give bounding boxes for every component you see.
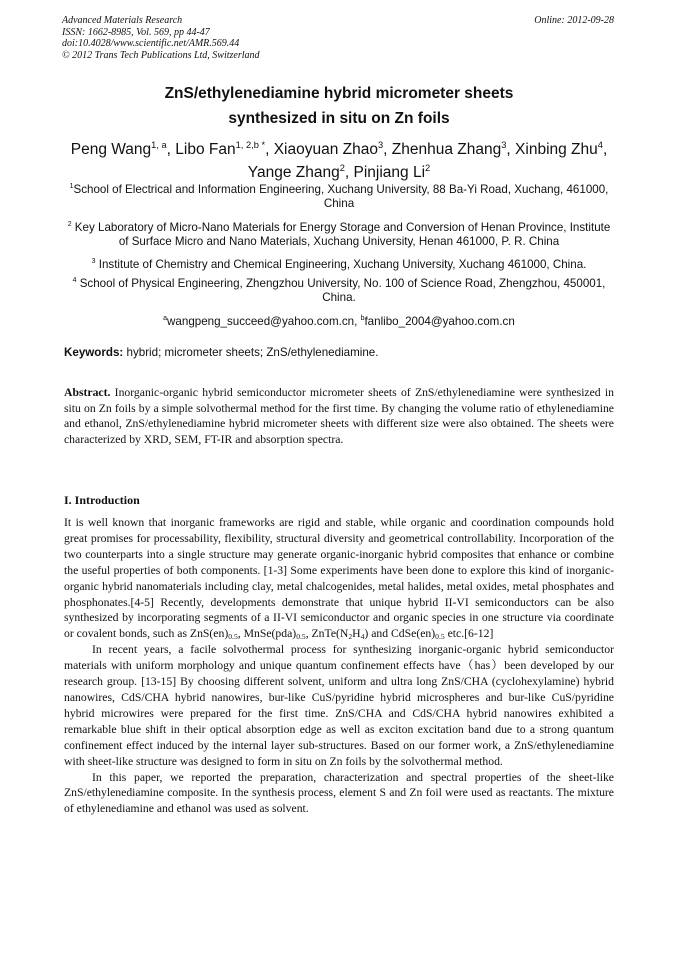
author-separator: , — [344, 164, 354, 182]
subscript: 4 — [360, 632, 365, 642]
email-b: fanlibo_2004@yahoo.com.cn — [364, 314, 515, 328]
author-affil-marker: 4 — [597, 140, 603, 150]
author-affil-marker: 2 — [425, 163, 431, 174]
paragraph: In recent years, a facile solvothermal process for synthesizing inorganic-organic hybrid semiconductor materials with uniform morphology and unique quantum confinement effects have（has）been developed by our research group. [13-15] By choosing different solvent, uniform and ultra long ZnS/CHA (cyclohexylamine) hybrid nanowires, CdS/CHA hybrid nanowires, bur-like CuS/pyridine hybrid microspheres and bur-like CuS/pyridine hybrid microwires were prepared for the first time. ZnS/CHA and CdS/CHA hybrid nanowires exhibited a remarkable blue shift in their optical absorption edge as well as exciton excitation band due to a strong quantum confinement effect induced by the internal layer sub-structures. Based on our former work, a ZnS/ethylenediamine with sheet-like structure was designed to form in situ on Zn foils by the solvothermal method. — [64, 643, 614, 768]
paragraph-text: , ZnTe(N — [305, 627, 349, 641]
affiliation-1 — [64, 180, 614, 212]
paragraph-text: H — [352, 627, 361, 641]
paragraph-text: ) and CdSe(en) — [364, 627, 436, 641]
copyright-line: © 2012 Trans Tech Publications Ltd, Switzerland — [62, 49, 260, 61]
affiliation-text: Key Laboratory of Micro-Nano Materials for Energy Storage and Conversion of Henan Province, Institute of Surface Micro and Nano Materials, Xuchang University, Henan 461000, P. R. China — [74, 220, 611, 249]
online-date: Online: 2012-09-28 — [534, 15, 614, 26]
author-list — [50, 136, 628, 182]
subscript: 0.5 — [296, 632, 306, 642]
author-name: Zhenhua Zhang — [391, 141, 502, 159]
keywords — [64, 346, 614, 361]
issn-line: ISSN: 1662-8985, Vol. 569, pp 44-47 — [62, 26, 210, 38]
paragraph-text: It is well known that inorganic frameworks are rigid and stable, while organic and coordination compounds hold great promises for processability, flexibility, structural diversity and geometrical controllability. Incorporation of the two counterparts into a single structure may generate organic-inorganic hybrid composites that enhance or combine the useful properties of both components. [1-3] Some experiments have been done to explore this kind of inorganic-organic hybrid nanomaterials including clay, metal chalcogenides, metal halides, metal oxides, metal phosphates and phosphonates.[4-5] Recently, developments demonstrate that unique hybrid II-VI semiconductors can be also synthesized by incorporating segments of a II-VI semiconductor and organic species in one structure via coordinate or covalent bonds, such as ZnS(en) — [64, 516, 614, 641]
author-separator: , — [602, 141, 608, 159]
affiliation-text: School of Physical Engineering, Zhengzhou University, No. 100 of Science Road, Zhengzhou, 450001, China. — [79, 276, 606, 305]
email-a: wangpeng_succeed@yahoo.com.cn, — [167, 314, 361, 328]
affiliation-text: Institute of Chemistry and Chemical Engineering, Xuchang University, Xuchang 461000, China. — [98, 257, 587, 271]
author-affil-marker: 3 — [378, 140, 384, 150]
subscript: 0.5 — [435, 632, 445, 642]
keywords-label: Keywords: — [64, 346, 124, 359]
paragraph-text: etc.[6-12] — [444, 627, 494, 641]
paragraph-text: , MnSe(pda) — [237, 627, 297, 641]
title-line-2: synthesized in situ on Zn foils — [228, 110, 450, 127]
paragraph: In this paper, we reported the preparation, characterization and spectral properties of the sheet-like ZnS/ethylenediamine composite. In the synthesis process, element S and Zn foil were used as reactants. The mixture of ethylenediamine and ethanol was used as solvent. — [64, 770, 614, 816]
journal-header — [62, 15, 614, 61]
keywords-text: hybrid; micrometer sheets; ZnS/ethylenediamine. — [123, 346, 379, 359]
affiliation-4 — [64, 274, 614, 306]
journal-name: Advanced Materials Research — [62, 15, 183, 26]
abstract-label: Abstract. — [64, 386, 111, 399]
paper-title — [40, 81, 638, 131]
email-marker: a — [163, 315, 168, 322]
author-separator: , — [265, 141, 274, 159]
affiliation-number: 2 — [67, 221, 72, 228]
title-line-1: ZnS/ethylenediamine hybrid micrometer sheets — [164, 85, 514, 102]
email-marker: b — [360, 315, 365, 322]
author-name: Libo Fan — [175, 141, 236, 159]
author-name: Xiaoyuan Zhao — [273, 141, 378, 159]
abstract — [64, 385, 614, 447]
author-affil-marker: 1, 2,b * — [235, 140, 266, 150]
doi-line: doi:10.4028/www.scientific.net/AMR.569.44 — [62, 38, 240, 49]
author-name: Xinbing Zhu — [515, 141, 598, 159]
affiliation-text: School of Electrical and Information Engineering, Xuchang University, 88 Ba-Yi Road, Xuchang, 461000, China — [73, 182, 609, 211]
author-name: Peng Wang — [70, 141, 152, 159]
affiliation-number: 4 — [72, 277, 77, 284]
affiliation-number: 3 — [91, 258, 96, 265]
affiliation-3 — [64, 255, 614, 272]
subscript: 0.5 — [228, 632, 238, 642]
introduction-body — [64, 515, 614, 817]
author-separator: , — [506, 141, 516, 159]
paragraph — [64, 515, 614, 642]
author-affil-marker: 2 — [339, 163, 345, 174]
author-separator: , — [166, 141, 176, 159]
affiliation-2 — [64, 218, 614, 250]
author-affil-marker: 3 — [501, 140, 507, 150]
author-name: Pinjiang Li — [353, 164, 426, 182]
author-separator: , — [383, 141, 392, 159]
author-emails — [64, 312, 614, 329]
section-heading: I. Introduction — [64, 493, 140, 507]
subscript: 2 — [348, 632, 353, 642]
affiliation-number: 1 — [69, 183, 74, 190]
author-name: Yange Zhang — [247, 164, 340, 182]
author-affil-marker: 1, a — [151, 140, 167, 150]
abstract-text: Inorganic-organic hybrid semiconductor micrometer sheets of ZnS/ethylenediamine were synthesized in situ on Zn foils by a simple solvothermal method for the first time. By changing the volume ratio of ethylenediamine and ethanol, ZnS/ethylenediamine hybrid micrometer sheets with different size were also obtained. The sheets were characterized by XRD, SEM, FT-IR and absorption spectra. — [64, 386, 614, 446]
